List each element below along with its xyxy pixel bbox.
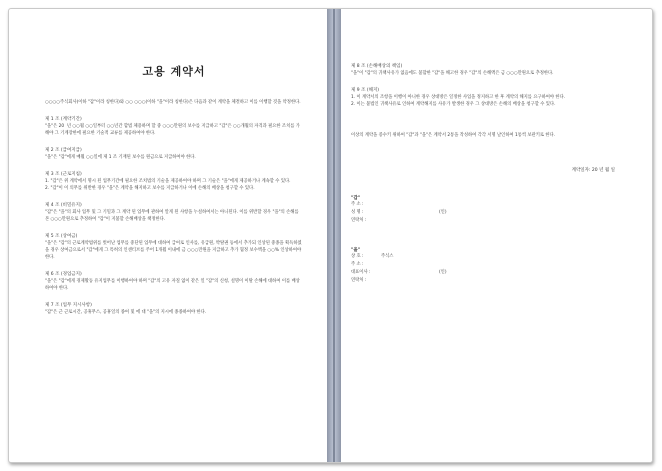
article-heading: 제 2 조 (급여지급)	[45, 148, 82, 153]
article-heading: 제 6 조 (경업금지)	[45, 272, 82, 277]
article-heading: 제 1 조 (계약기간)	[45, 117, 82, 122]
field-label: 연락처 :	[351, 218, 367, 223]
article-body: 1. "갑"은 위 계약에서 명시 된 업무기간에 필요한 조치법의 기술을 제공하여야 하며 그 기술은 "을"에게 제공하거나 계속할 수 있다. 2. "갑"이 이 의무를 위반한 경우 "을"은 계약을 해지하고 보수를 지급하거나 이에 손해의 배상을 청구할 수 있다.	[45, 179, 291, 191]
page-right	[351, 19, 629, 452]
contract-date: 계약일자: 20 년 월 일	[571, 168, 615, 173]
party-b-label: "을"	[351, 248, 361, 253]
page-divider	[327, 9, 341, 462]
article-heading: 제 5 조 (상여금)	[45, 234, 78, 239]
field-label: 연락처 :	[351, 278, 367, 283]
article-heading: 제 9 조 (해지)	[351, 88, 380, 93]
article	[351, 87, 629, 108]
seal-mark: (인)	[439, 210, 447, 215]
party-b-block	[351, 247, 629, 285]
article-heading: 제 7 조 (업무 지시사항)	[45, 303, 92, 308]
party-a-field	[351, 201, 629, 209]
article-body: 1. 이 계약서의 조항을 이행이 아니한 경우 상대방은 일정한 사업을 정지하고 한 후 계약의 해지를 요구하여야 한다. 2. 이는 불법인 귀책사유로 인하여 계약해지를 사유가 발생한 경우 그 상대방은 손해의 배상을 청구할 수 있다.	[351, 95, 566, 107]
article	[45, 271, 303, 292]
article	[45, 202, 303, 223]
article	[45, 147, 303, 161]
party-a-block	[351, 195, 629, 225]
article-body: "을"은 20 년 ○○월 ○○일부터 ○○년간 합법 체용하며 할 중 ○○○만원의 보수를 지급하고 "갑"은 ○○개월의 자격과 필요한 조치를 가해야 그 기계장한에 필요한 기술적 교류를 제공하여야 한다.	[45, 124, 300, 136]
page-left	[45, 19, 303, 452]
seal-mark: (인)	[439, 270, 447, 275]
article	[45, 116, 303, 137]
document-viewer	[8, 8, 653, 463]
party-b-field	[351, 261, 629, 269]
party-b-field	[351, 277, 629, 285]
field-label: 상 호 :	[351, 254, 364, 259]
field-label: 성 명 :	[351, 210, 364, 215]
closing-paragraph: 이상의 계약을 증수키 위하여 "갑"과 "을"은 계약서 2통을 작성하여 각각 서명 날인하여 1통씩 보관키로 한다.	[351, 133, 556, 138]
article	[351, 63, 629, 77]
party-a-field	[351, 209, 629, 217]
document-title: 고용 계약서	[142, 65, 206, 78]
field-label: 대표이사 :	[351, 270, 371, 275]
field-value	[381, 269, 421, 277]
article	[45, 233, 303, 261]
article-heading: 제 3 조 (근로지침)	[45, 172, 82, 177]
field-value	[381, 201, 421, 209]
article	[45, 171, 303, 192]
article	[45, 302, 303, 316]
party-b-field	[351, 253, 629, 261]
field-value	[381, 209, 421, 217]
article-body: "을"은 "갑"에게 매월 ○○일에 제 1 조 기재된 보수를 원금으로 지급하여야 한다.	[45, 155, 196, 160]
party-a-field	[351, 217, 629, 225]
party-a-label: "갑"	[351, 196, 361, 201]
party-b-field	[351, 269, 629, 277]
article-body: "을"은 "갑"의 근로계약범위를 벗어난 업무를 중단된 업무에 대하여 급여로 인사를, 유급원, 박탈권 등에서 추가되 인상된 중종을 획득하였을 경우 상여금으로서 "갑"에게 그 특허의 인센티브를 주어 1개월 이내에 금 ○○○만원을 지급하고 추가 협정 보수액을 ○○% 인상하여야 한다.	[45, 241, 303, 260]
article-body: "을"이 "갑"의 귀책사유가 없음에도 불합한 "갑"을 해고한 경우 "갑"의 손해액은 금 ○○○만원으로 추정한다.	[351, 71, 554, 76]
intro-paragraph: ○○○○주식회사(이하 "갑"이라 칭한다)와 ○○ ○○○(이하 "을"이라 칭한다)은 다음과 같이 계약을 체결하고 이를 이행할 것을 약정한다.	[45, 100, 301, 105]
field-value	[381, 261, 421, 269]
field-label: 주 소 :	[351, 202, 364, 207]
article-heading: 제 4 조 (비밀유지)	[45, 203, 82, 208]
article-body: "갑"은 "을"의 회사 업무 및 그 기밀과 그 계약 된 업무에 관하여 알게 된 사항을 누설하여서는 아니된다. 이를 위반할 경우 "을"의 손해를 본 ○○○만원으로 추정하여 "갑"이 지불할 손해배상을 책정한다.	[45, 210, 300, 222]
article-body: "갑"은 근 근로시간, 공휴무스, 공휴일의 종여 및 에 대 "을"의 지시에 종종하여야 한다.	[45, 310, 207, 315]
field-value: 주식스	[381, 254, 394, 259]
field-value	[381, 277, 421, 285]
article-heading: 제 8 조 (손해배상의 책임)	[351, 64, 403, 69]
field-value	[381, 217, 421, 225]
field-label: 주 소 :	[351, 262, 364, 267]
article-body: "을"은 "갑"에게 경제활동 유지업무를 이행하여야 하며 "갑"의 고유 자질 없이 같은 일 "갑"의 신청, 설명이 이탈 손해에 대하여 이를 배상하여야 한다.	[45, 279, 300, 291]
